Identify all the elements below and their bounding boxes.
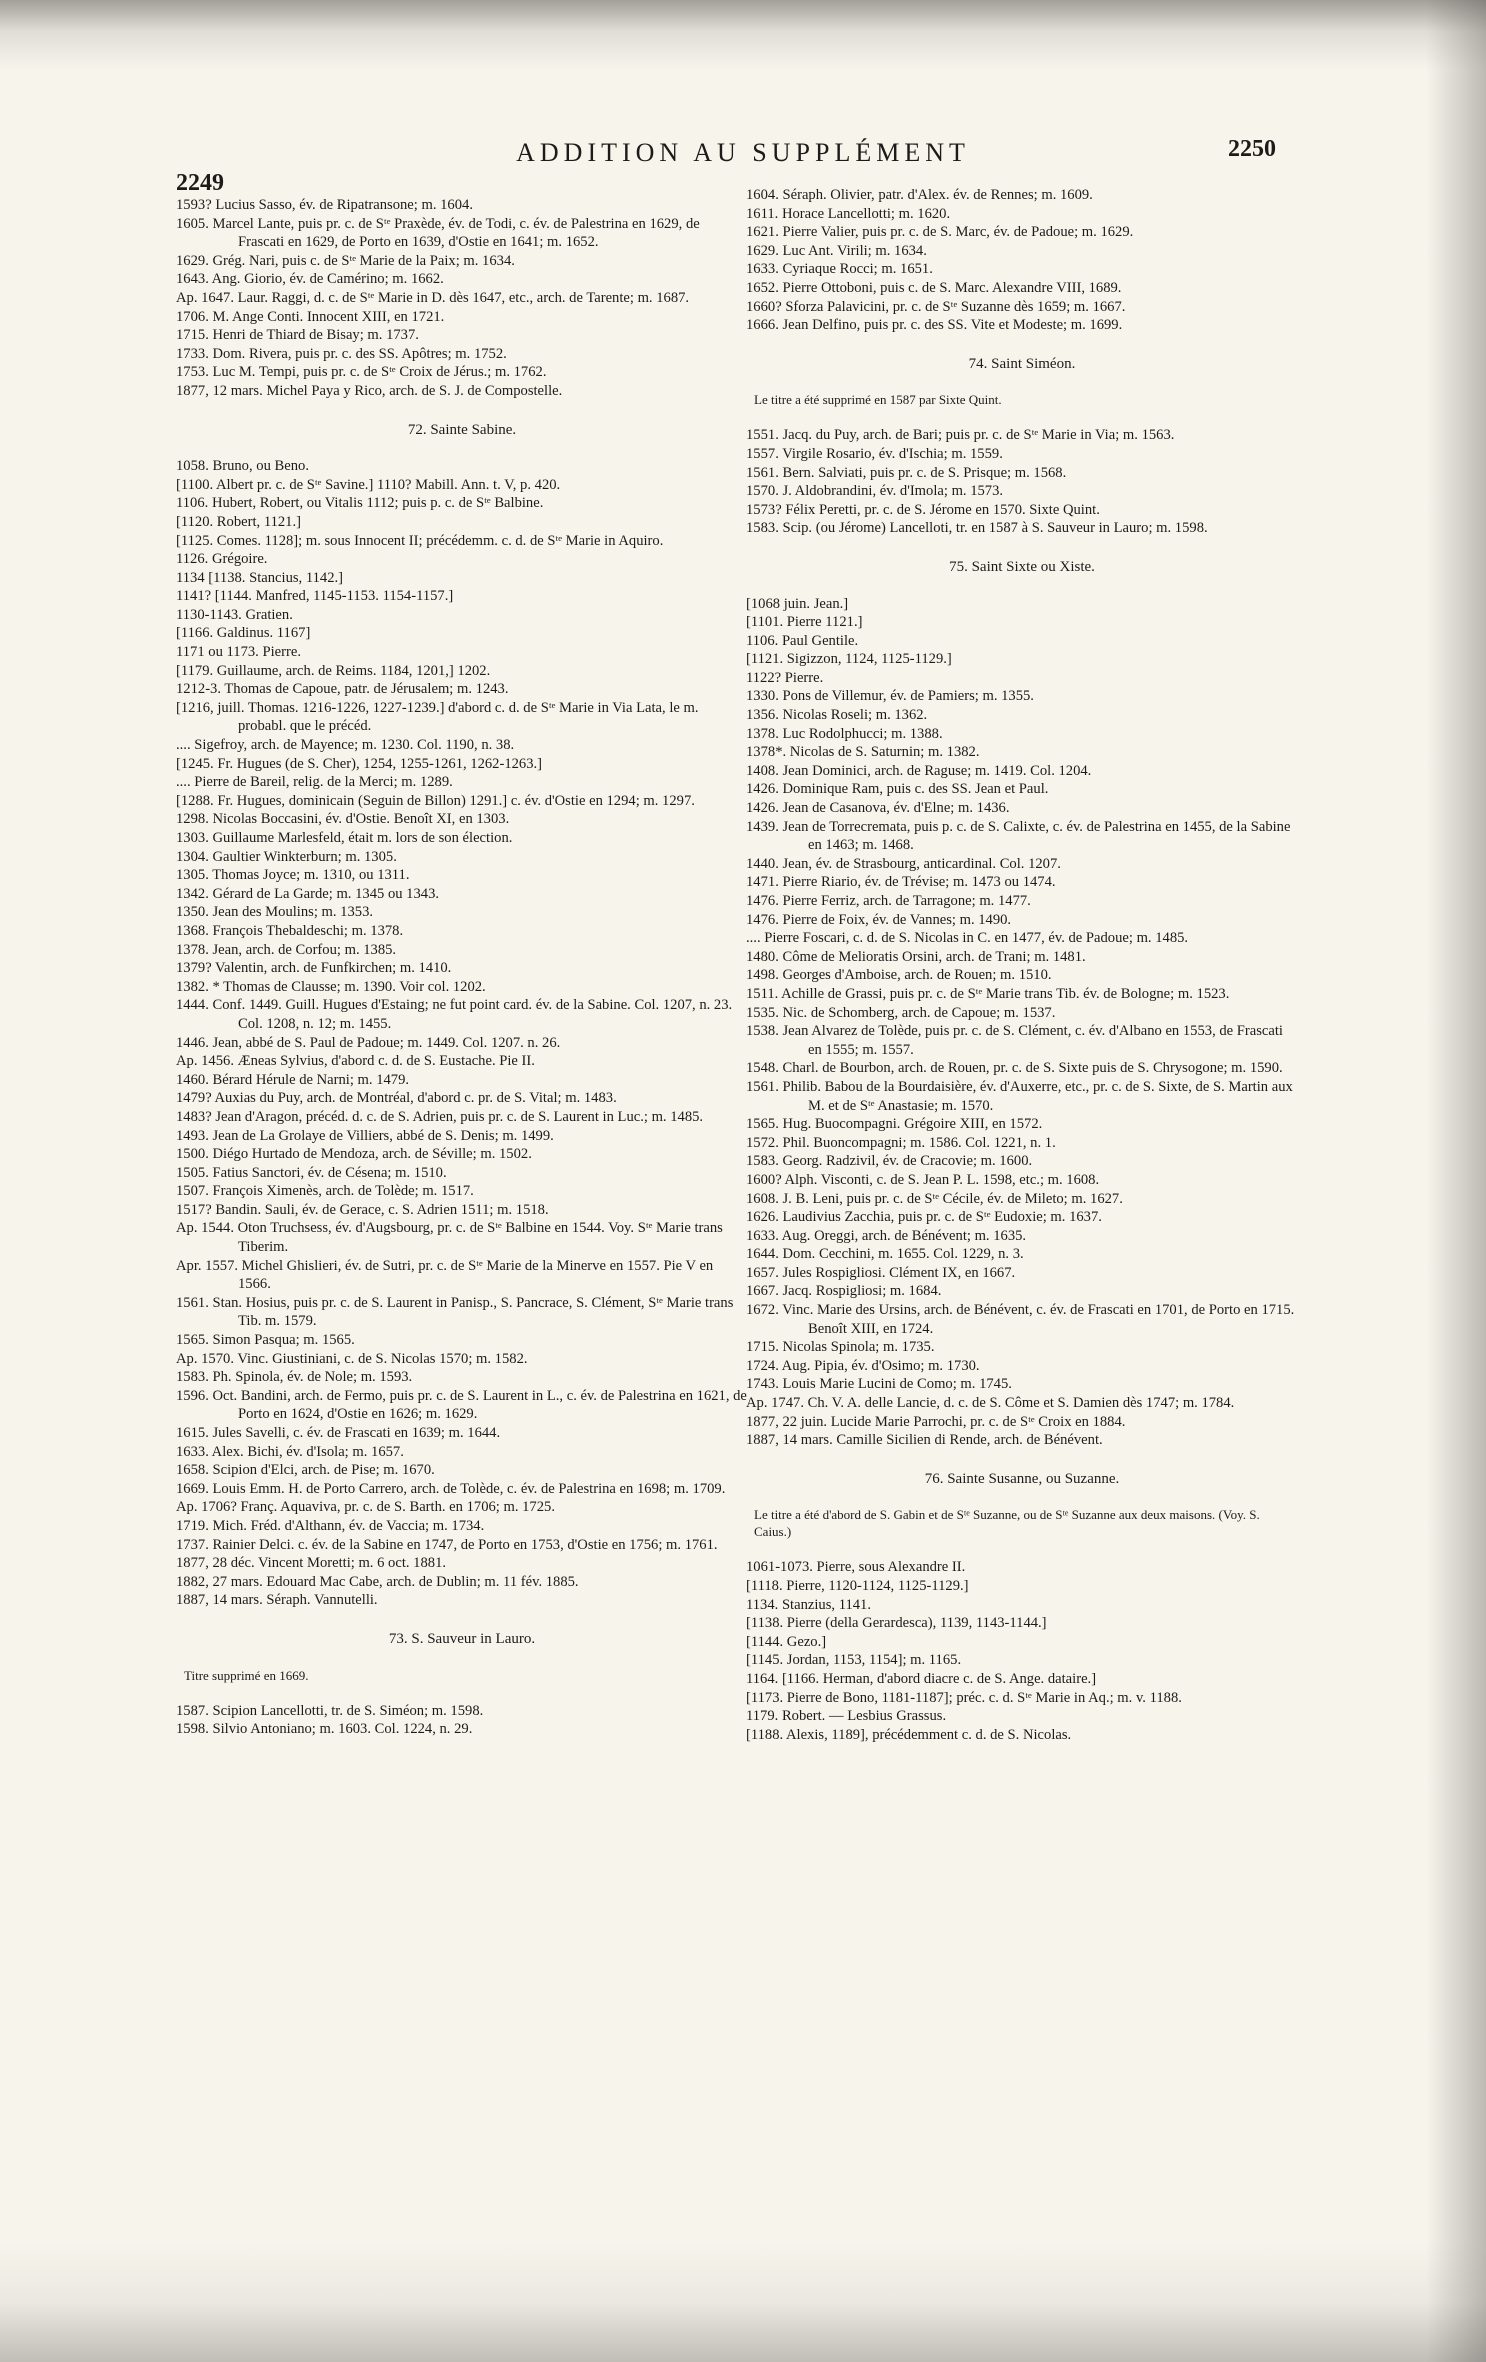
list-entry: 1471. Pierre Riario, év. de Trévise; m. 1473 ou 1474. [746, 874, 1056, 891]
list-entry: 1561. Philib. Babou de la Bourdaisière, év. d'Auxerre, etc., pr. c. de S. Sixte, de S. Martin aux M. et de Sᵗᵉ Anastasie; m. 1570. [746, 1078, 1293, 1114]
list-entry: 1565. Hug. Buocompagni. Grégoire XIII, en 1572. [746, 1116, 1043, 1133]
list-entry: 1621. Pierre Valier, puis pr. c. de S. Marc, év. de Padoue; m. 1629. [746, 224, 1134, 241]
page-number-right: 2250 [1228, 136, 1276, 162]
list-entry: 1480. Côme de Melioratis Orsini, arch. de Trani; m. 1481. [746, 948, 1086, 965]
list-entry: 1715. Nicolas Spinola; m. 1735. [746, 1339, 935, 1356]
list-entry: 1505. Fatius Sanctori, év. de Césena; m. 1510. [176, 1164, 447, 1181]
list-entry: 1500. Diégo Hurtado de Mendoza, arch. de Séville; m. 1502. [176, 1146, 532, 1163]
list-entry: 1350. Jean des Moulins; m. 1353. [176, 904, 374, 921]
list-entry: 1476. Pierre de Foix, év. de Vannes; m. 1490. [746, 911, 1012, 928]
list-entry: 1737. Rainier Delci. c. év. de la Sabine en 1747, de Porto en 1753, d'Ostie en 1756; m. 1761. [176, 1536, 718, 1553]
intro-list-right [746, 186, 1298, 335]
list-entry: 1658. Scipion d'Elci, arch. de Pise; m. 1670. [176, 1462, 435, 1479]
list-entry: 1882, 27 mars. Edouard Mac Cabe, arch. de Dublin; m. 11 fév. 1885. [176, 1573, 579, 1590]
list-entry: 1583. Georg. Radzivil, év. de Cracovie; m. 1600. [746, 1153, 1033, 1170]
left-column [176, 196, 748, 1739]
list-entry: 1551. Jacq. du Puy, arch. de Bari; puis pr. c. de Sᵗᵉ Marie in Via; m. 1563. [746, 427, 1175, 444]
list-entry: 1106. Paul Gentile. [746, 632, 859, 649]
section-title-susanne: 76. Sainte Susanne, ou Suzanne. [924, 1470, 1120, 1487]
list-entry: 1446. Jean, abbé de S. Paul de Padoue; m. 1449. Col. 1207. n. 26. [176, 1034, 561, 1051]
list-entry: [1145. Jordan, 1153, 1154]; m. 1165. [746, 1652, 962, 1669]
list-entry: 1672. Vinc. Marie des Ursins, arch. de Bénévent, c. év. de Frascati en 1701, de Porto en 1715. Benoît XIII, en 1724. [746, 1302, 1295, 1337]
list-entry: 1652. Pierre Ottoboni, puis c. de S. Marc. Alexandre VIII, 1689. [746, 279, 1122, 296]
list-entry: [1216, juill. Thomas. 1216-1226, 1227-1239.] d'abord c. d. de Sᵗᵉ Marie in Via Lata, le m. probabl. que le précéd. [176, 699, 699, 735]
list-entry: .... Pierre Foscari, c. d. de S. Nicolas in C. en 1477, év. de Padoue; m. 1485. [746, 930, 1189, 947]
section-note-sauveur: Titre supprimé en 1669. [184, 1667, 309, 1683]
list-entry: Ap. 1570. Vinc. Giustiniani, c. de S. Nicolas 1570; m. 1582. [176, 1350, 528, 1367]
list-entry: 1608. J. B. Leni, puis pr. c. de Sᵗᵉ Cécile, év. de Mileto; m. 1627. [746, 1190, 1123, 1207]
running-head: ADDITION AU SUPPLÉMENT [516, 138, 970, 167]
list-entry: 1633. Aug. Oreggi, arch. de Bénévent; m. 1635. [746, 1227, 1027, 1244]
section-note-simeon: Le titre a été supprimé en 1587 par Sixte Quint. [754, 392, 1002, 408]
list-entry: 1122? Pierre. [746, 669, 824, 686]
list-entry: 1304. Gaultier Winkterburn; m. 1305. [176, 848, 397, 865]
list-entry: 1598. Silvio Antoniano; m. 1603. Col. 1224, n. 29. [176, 1721, 473, 1738]
list-entry: Ap. 1747. Ch. V. A. delle Lancie, d. c. de S. Côme et S. Damien dès 1747; m. 1784. [746, 1395, 1235, 1412]
list-entry: 1583. Scip. (ou Jérome) Lancelloti, tr. en 1587 à S. Sauveur in Lauro; m. 1598. [746, 520, 1208, 537]
list-entry: 1644. Dom. Cecchini, m. 1655. Col. 1229, n. 3. [746, 1246, 1024, 1263]
list-entry: Ap. 1706? Franç. Aquaviva, pr. c. de S. Barth. en 1706; m. 1725. [176, 1499, 555, 1516]
list-entry: 1593? Lucius Sasso, év. de Ripatransone; m. 1604. [176, 197, 473, 213]
list-entry: [1068 juin. Jean.] [746, 595, 849, 612]
list-entry: 1733. Dom. Rivera, puis pr. c. des SS. Apôtres; m. 1752. [176, 345, 507, 362]
list-entry: 1479? Auxias du Puy, arch. de Montréal, d'abord c. pr. de S. Vital; m. 1483. [176, 1090, 617, 1107]
list-entry: Ap. 1456. Æneas Sylvius, d'abord c. d. de S. Eustache. Pie II. [176, 1053, 535, 1070]
susanne-list [746, 1558, 1298, 1744]
list-entry: 1439. Jean de Torrecremata, puis p. c. de S. Calixte, c. év. de Palestrina en 1455, de la Sabine en 1463; m. 1468. [746, 818, 1291, 854]
list-entry: 1342. Gérard de La Garde; m. 1345 ou 1343. [176, 885, 440, 902]
list-entry: 1753. Luc M. Tempi, puis pr. c. de Sᵗᵉ Croix de Jérus.; m. 1762. [176, 364, 547, 381]
list-entry: 1382. * Thomas de Clausse; m. 1390. Voir col. 1202. [176, 978, 486, 995]
right-column [746, 186, 1298, 1744]
list-entry: 1141? [1144. Manfred, 1145-1153. 1154-1157.] [176, 588, 454, 605]
list-entry: 1743. Louis Marie Lucini de Como; m. 1745. [746, 1376, 1012, 1393]
list-entry: Ap. 1544. Oton Truchsess, év. d'Augsbourg, pr. c. de Sᵗᵉ Balbine en 1544. Voy. Sᵗᵉ Marie trans Tiberim. [176, 1220, 723, 1256]
list-entry: [1173. Pierre de Bono, 1181-1187]; préc. c. d. Sᵗᵉ Marie in Aq.; m. v. 1188. [746, 1689, 1182, 1706]
list-entry: [1138. Pierre (della Gerardesca), 1139, 1143-1144.] [746, 1615, 1047, 1632]
list-entry: [1100. Albert pr. c. de Sᵗᵉ Savine.] 1110? Mabill. Ann. t. V, p. 420. [176, 476, 561, 493]
list-entry: 1629. Luc Ant. Virili; m. 1634. [746, 242, 927, 259]
list-entry: 1583. Ph. Spinola, év. de Nole; m. 1593. [176, 1369, 413, 1386]
list-entry: [1288. Fr. Hugues, dominicain (Seguin de Billon) 1291.] c. év. d'Ostie en 1294; m. 1297. [176, 792, 695, 809]
simeon-list [746, 426, 1298, 538]
page-number-left: 2249 [176, 170, 224, 196]
list-entry: 1626. Laudivius Zacchia, puis pr. c. de Sᵗᵉ Eudoxie; m. 1637. [746, 1209, 1102, 1226]
list-entry: 1460. Bérard Hérule de Narni; m. 1479. [176, 1071, 410, 1088]
list-entry: 1061-1073. Pierre, sous Alexandre II. [746, 1559, 966, 1576]
list-entry: 1877, 22 juin. Lucide Marie Parrochi, pr. c. de Sᵗᵉ Croix en 1884. [746, 1413, 1126, 1430]
list-entry: 1715. Henri de Thiard de Bisay; m. 1737. [176, 327, 419, 344]
list-entry: [1120. Robert, 1121.] [176, 513, 301, 530]
list-entry: 1356. Nicolas Roseli; m. 1362. [746, 707, 928, 724]
list-entry: 1629. Grég. Nari, puis c. de Sᵗᵉ Marie de la Paix; m. 1634. [176, 252, 515, 269]
list-entry: 1643. Ang. Giorio, év. de Camérino; m. 1662. [176, 271, 444, 288]
list-entry: 1212-3. Thomas de Capoue, patr. de Jérusalem; m. 1243. [176, 681, 509, 698]
list-entry: [1118. Pierre, 1120-1124, 1125-1129.] [746, 1578, 969, 1594]
list-entry: 1305. Thomas Joyce; m. 1310, ou 1311. [176, 867, 410, 884]
sabine-list [176, 457, 748, 1610]
list-entry: 1440. Jean, év. de Strasbourg, anticardinal. Col. 1207. [746, 855, 1061, 872]
list-entry: 1493. Jean de La Grolaye de Villiers, abbé de S. Denis; m. 1499. [176, 1127, 554, 1144]
list-entry: 1604. Séraph. Olivier, patr. d'Alex. év. de Rennes; m. 1609. [746, 187, 1093, 203]
list-entry: 1498. Georges d'Amboise, arch. de Rouen; m. 1510. [746, 967, 1052, 984]
list-entry: [1144. Gezo.] [746, 1633, 827, 1650]
list-entry: 1633. Alex. Bichi, év. d'Isola; m. 1657. [176, 1443, 404, 1460]
list-entry: 1657. Jules Rospigliosi. Clément IX, en 1667. [746, 1264, 1016, 1281]
list-entry: 1596. Oct. Bandini, arch. de Fermo, puis pr. c. de S. Laurent in L., c. év. de Palestrina en 1621, de Porto en 1624, d'Ostie en 1626; m. 1629. [176, 1387, 747, 1423]
scan-shadow-bottom [0, 2242, 1486, 2362]
list-entry: 1573? Félix Peretti, pr. c. de S. Jérome en 1570. Sixte Quint. [746, 501, 1100, 518]
list-entry: 1134 [1138. Stancius, 1142.] [176, 569, 344, 586]
list-entry: 1561. Bern. Salviati, puis pr. c. de S. Prisque; m. 1568. [746, 464, 1067, 481]
list-entry: 1058. Bruno, ou Beno. [176, 458, 309, 475]
list-entry: 1669. Louis Emm. H. de Porto Carrero, arch. de Tolède, c. év. de Palestrina en 1698; m. 1709. [176, 1480, 726, 1497]
list-entry: 1535. Nic. de Schomberg, arch. de Capoue; m. 1537. [746, 1004, 1056, 1021]
list-entry: 1408. Jean Dominici, arch. de Raguse; m. 1419. Col. 1204. [746, 762, 1092, 779]
list-entry: 1476. Pierre Ferriz, arch. de Tarragone; m. 1477. [746, 893, 1031, 909]
intro-list-left [176, 196, 748, 401]
section-title-sabine: 72. Sainte Sabine. [407, 421, 517, 438]
list-entry: 1130-1143. Gratien. [176, 606, 293, 623]
list-entry: 1298. Nicolas Boccasini, év. d'Ostie. Benoît XI, en 1303. [176, 811, 510, 828]
list-entry: 1483? Jean d'Aragon, précéd. d. c. de S. Adrien, puis pr. c. de S. Laurent in Luc.; m. 1485. [176, 1108, 704, 1125]
list-entry: 1368. François Thebaldeschi; m. 1378. [176, 922, 404, 939]
list-entry: 1171 ou 1173. Pierre. [176, 644, 301, 661]
list-entry: 1724. Aug. Pipia, év. d'Osimo; m. 1730. [746, 1357, 980, 1374]
list-entry: 1444. Conf. 1449. Guill. Hugues d'Estaing; ne fut point card. év. de la Sabine. Col. 1207, n. 23. Col. 1208, n. 12; m. 1455. [176, 997, 733, 1032]
list-entry: 1179. Robert. — Lesbius Grassus. [746, 1708, 947, 1725]
list-entry: 1666. Jean Delfino, puis pr. c. des SS. Vite et Modeste; m. 1699. [746, 317, 1123, 334]
list-entry: [1125. Comes. 1128]; m. sous Innocent II; précédemm. c. d. de Sᵗᵉ Marie in Aquiro. [176, 532, 664, 549]
list-entry: 1426. Dominique Ram, puis c. des SS. Jean et Paul. [746, 781, 1049, 798]
list-entry: 1378. Jean, arch. de Corfou; m. 1385. [176, 941, 397, 958]
list-entry: 1660? Sforza Palavicini, pr. c. de Sᵗᵉ Suzanne dès 1659; m. 1667. [746, 298, 1126, 315]
list-entry: .... Sigefroy, arch. de Mayence; m. 1230. Col. 1190, n. 38. [176, 737, 515, 754]
list-entry: 1330. Pons de Villemur, év. de Pamiers; m. 1355. [746, 688, 1034, 705]
list-entry: 1633. Cyriaque Rocci; m. 1651. [746, 261, 933, 278]
list-entry: [1101. Pierre 1121.] [746, 614, 863, 631]
list-entry: [1245. Fr. Hugues (de S. Cher), 1254, 1255-1261, 1262-1263.] [176, 755, 543, 772]
list-entry: 1517? Bandin. Sauli, év. de Gerace, c. S. Adrien 1511; m. 1518. [176, 1201, 549, 1218]
list-entry: 1605. Marcel Lante, puis pr. c. de Sᵗᵉ Praxède, év. de Todi, c. év. de Palestrina en 1629, de Frascati en 1629, de Porto en 1639, d'Ostie en 1641; m. 1652. [176, 215, 700, 251]
list-entry: .... Pierre de Bareil, relig. de la Merci; m. 1289. [176, 774, 453, 791]
list-entry: 1507. François Ximenès, arch. de Tolède; m. 1517. [176, 1183, 474, 1200]
list-entry: Ap. 1647. Laur. Raggi, d. c. de Sᵗᵉ Marie in D. dès 1647, etc., arch. de Tarente; m. 1687. [176, 289, 690, 306]
sixte-list [746, 595, 1298, 1450]
list-entry: 1877, 28 déc. Vincent Moretti; m. 6 oct. 1881. [176, 1555, 447, 1572]
sauveur-list [176, 1702, 748, 1739]
list-entry: [1179. Guillaume, arch. de Reims. 1184, 1201,] 1202. [176, 662, 491, 679]
list-entry: [1166. Galdinus. 1167] [176, 625, 311, 642]
list-entry: 1667. Jacq. Rospigliosi; m. 1684. [746, 1283, 942, 1300]
list-entry: Apr. 1557. Michel Ghislieri, év. de Sutri, pr. c. de Sᵗᵉ Marie de la Minerve en 1557. Pie V en 1566. [176, 1257, 714, 1293]
list-entry: 1587. Scipion Lancellotti, tr. de S. Siméon; m. 1598. [176, 1702, 484, 1719]
section-title-simeon: 74. Saint Siméon. [968, 355, 1076, 372]
list-entry: 1426. Jean de Casanova, év. d'Elne; m. 1436. [746, 800, 1010, 817]
section-title-sauveur: 73. S. Sauveur in Lauro. [388, 1630, 536, 1647]
section-title-sixte: 75. Saint Sixte ou Xiste. [949, 558, 1095, 575]
list-entry: 1106. Hubert, Robert, ou Vitalis 1112; puis p. c. de Sᵗᵉ Balbine. [176, 495, 544, 512]
list-entry: 1538. Jean Alvarez de Tolède, puis pr. c. de S. Clément, c. év. d'Albano en 1553, de Frascati en 1555; m. 1557. [746, 1023, 1283, 1058]
list-entry: [1121. Sigizzon, 1124, 1125-1129.] [746, 651, 952, 668]
list-entry: [1188. Alexis, 1189], précédemment c. d. de S. Nicolas. [746, 1726, 1072, 1743]
list-entry: 1548. Charl. de Bourbon, arch. de Rouen, pr. c. de S. Sixte puis de S. Chrysogone; m. 1590. [746, 1060, 1283, 1077]
list-entry: 1379? Valentin, arch. de Funfkirchen; m. 1410. [176, 960, 452, 977]
list-entry: 1615. Jules Savelli, c. év. de Frascati en 1639; m. 1644. [176, 1425, 501, 1441]
list-entry: 1887, 14 mars. Séraph. Vannutelli. [176, 1592, 378, 1609]
list-entry: 1378. Luc Rodolphucci; m. 1388. [746, 725, 943, 742]
list-entry: 1706. M. Ange Conti. Innocent XIII, en 1721. [176, 308, 445, 325]
list-entry: 1565. Simon Pasqua; m. 1565. [176, 1332, 355, 1349]
list-entry: 1611. Horace Lancellotti; m. 1620. [746, 205, 951, 222]
list-entry: 1877, 12 mars. Michel Paya y Rico, arch. de S. J. de Compostelle. [176, 382, 563, 399]
list-entry: 1600? Alph. Visconti, c. de S. Jean P. L. 1598, etc.; m. 1608. [746, 1171, 1100, 1188]
list-entry: 1719. Mich. Fréd. d'Althann, év. de Vaccia; m. 1734. [176, 1517, 485, 1534]
list-entry: 1164. [1166. Herman, d'abord diacre c. de S. Ange. dataire.] [746, 1670, 1097, 1687]
scan-shadow-right [1426, 0, 1486, 2362]
list-entry: 1134. Stanzius, 1141. [746, 1596, 871, 1613]
list-entry: 1511. Achille de Grassi, puis pr. c. de Sᵗᵉ Marie trans Tib. év. de Bologne; m. 1523. [746, 985, 1230, 1002]
list-entry: 1303. Guillaume Marlesfeld, était m. lors de son élection. [176, 830, 513, 846]
section-note-susanne: Le titre a été d'abord de S. Gabin et de Sᵗᵉ Suzanne, ou de Sᵗᵉ Suzanne aux deux maisons. (Voy. S. Caius.) [754, 1507, 1260, 1540]
list-entry: 1887, 14 mars. Camille Sicilien di Rende, arch. de Bénévent. [746, 1432, 1103, 1449]
list-entry: 1572. Phil. Buoncompagni; m. 1586. Col. 1221, n. 1. [746, 1134, 1056, 1151]
list-entry: 1570. J. Aldobrandini, év. d'Imola; m. 1573. [746, 483, 1004, 500]
list-entry: 1378*. Nicolas de S. Saturnin; m. 1382. [746, 744, 980, 761]
list-entry: 1561. Stan. Hosius, puis pr. c. de S. Laurent in Panisp., S. Pancrace, S. Clément, Sᵗᵉ Marie trans Tib. m. 1579. [176, 1294, 734, 1330]
scan-shadow-top [0, 0, 1486, 70]
list-entry: 1126. Grégoire. [176, 551, 268, 568]
list-entry: 1557. Virgile Rosario, év. d'Ischia; m. 1559. [746, 445, 1003, 462]
